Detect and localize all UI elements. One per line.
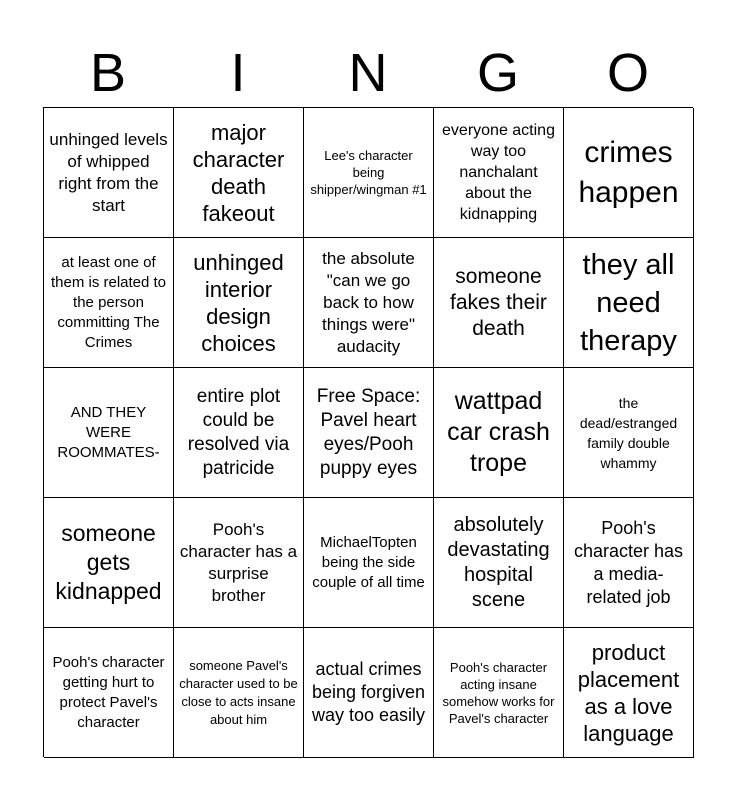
bingo-cell[interactable] [174,628,304,758]
cell-text: actual crimes being forgiven way too easily [311,659,426,725]
cell-text: someone Pavel's character used to be close to acts insane about him [179,657,298,727]
bingo-cell[interactable] [564,238,694,368]
cell-text: unhinged interior design choices [193,249,284,356]
cell-text: at least one of them is related to the person committing The Crimes [50,253,167,351]
cell-text: Pooh's character getting hurt to protect Pavel's character [52,653,165,731]
bingo-cell[interactable] [434,238,564,368]
bingo-cell[interactable] [174,498,304,628]
cell-text: unhinged levels of whipped right from the start [49,129,168,215]
cell-text: the absolute "can we go back to how things were" audacity [322,248,415,356]
cell-text: absolutely devastating hospital scene [447,513,550,611]
bingo-cell[interactable] [44,108,174,238]
bingo-cell[interactable] [304,238,434,368]
bingo-cell[interactable] [174,238,304,368]
cell-text: crimes happen [578,135,679,209]
header-letter-n: N [348,43,388,103]
cell-text: someone gets kidnapped [55,520,162,604]
bingo-cell[interactable] [434,108,564,238]
bingo-cell[interactable] [44,238,174,368]
bingo-cell[interactable] [564,368,694,498]
bingo-cell[interactable] [564,498,694,628]
bingo-cell[interactable] [44,628,174,758]
bingo-cell[interactable] [434,628,564,758]
cell-text: someone fakes their death [450,264,547,340]
bingo-cell[interactable] [44,498,174,628]
bingo-cell[interactable] [434,368,564,498]
header-letter-i: I [230,43,246,103]
cell-text: the dead/estranged family double whammy [579,394,678,471]
bingo-cell[interactable] [174,108,304,238]
cell-text: entire plot could be resolved via patricide [187,385,290,479]
cell-text: wattpad car crash trope [447,387,550,477]
bingo-cell[interactable] [304,108,434,238]
cell-text: MichaelTopten being the side couple of all time [312,533,425,591]
header-letter-g: G [476,43,519,103]
cell-text: Pooh's character acting insane somehow works for Pavel's character [442,659,555,726]
bingo-cell[interactable] [564,108,694,238]
cell-text: Pooh's character has a surprise brother [179,519,298,605]
cell-text: major character death fakeout [192,119,285,226]
cell-text: Free Space: Pavel heart eyes/Pooh puppy eyes [316,385,421,479]
bingo-cell[interactable] [564,628,694,758]
bingo-header [43,38,693,108]
cell-text: Lee's character being shipper/wingman #1 [310,148,427,197]
bingo-cell[interactable] [174,368,304,498]
bingo-cell[interactable] [44,368,174,498]
free-space-cell[interactable] [304,368,434,498]
cell-text: they all need therapy [580,248,677,357]
bingo-cell[interactable] [304,498,434,628]
bingo-cell[interactable] [304,628,434,758]
bingo-cell[interactable] [434,498,564,628]
cell-text: AND THEY WERE ROOMMATES- [57,403,160,461]
header-letter-o: O [606,43,649,103]
cell-text: everyone acting way too nanchalant about the kidnapping [442,122,555,223]
cell-text: product placement as a love language [577,639,680,746]
header-letter-b: B [89,43,127,103]
cell-text: Pooh's character has a media-related job [573,517,684,607]
bingo-board [43,107,693,757]
